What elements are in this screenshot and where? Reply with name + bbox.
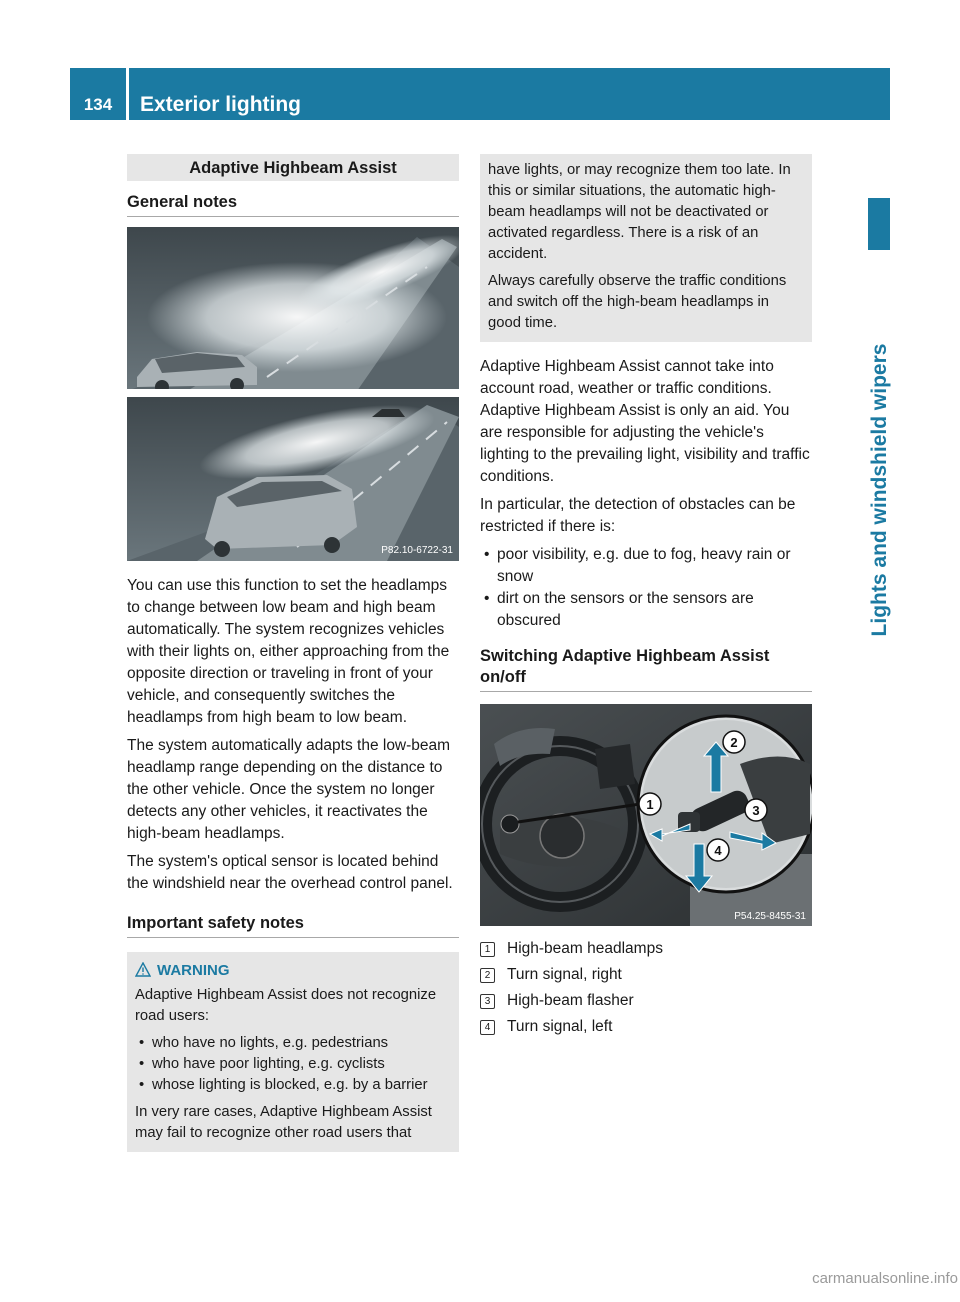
list-item: • poor visibility, e.g. due to fog, heavy rain or snow: [480, 544, 812, 588]
legend-label: Turn signal, right: [507, 966, 622, 983]
legend-label: High-beam flasher: [507, 992, 634, 1009]
legend-item: [480, 962, 812, 988]
section-banner: Adaptive Highbeam Assist: [127, 154, 459, 181]
legend-item: [480, 936, 812, 962]
page-number: 134: [83, 95, 113, 114]
warning-intro: Adaptive Highbeam Assist does not recognize road users:: [135, 987, 437, 1024]
legend-number: 1: [480, 942, 495, 957]
warning-outro: In very rare cases, Adaptive Highbeam Assist may fail to recognize other road users that: [135, 1104, 432, 1141]
highbeam-road-illustration: [127, 227, 459, 561]
paragraph: The system automatically adapts the low-beam headlamp range depending on the distance to the other vehicle. Once the system no longer detects any other vehicles, it reactivates the high-beam headlamps.: [127, 737, 451, 842]
safety-notes-heading: Important safety notes: [127, 913, 459, 938]
steering-wheel-stalk-illustration: [480, 704, 812, 926]
switching-heading: Switching Adaptive Highbeam Assist on/off: [480, 646, 812, 692]
header-separator: [126, 68, 129, 120]
paragraph: In particular, the detection of obstacles can be restricted if there is:: [480, 496, 796, 535]
section-title: Exterior lighting: [140, 93, 302, 116]
legend-number: 2: [480, 968, 495, 983]
warning-paragraph: Always carefully observe the traffic conditions and switch off the high-beam headlamps in good time.: [488, 273, 787, 331]
figure2-code: P54.25-8455-31: [734, 911, 806, 922]
warning-heading: [135, 960, 451, 981]
figure-legend: [480, 936, 812, 1040]
legend-item: [480, 988, 812, 1014]
paragraph: Adaptive Highbeam Assist cannot take into account road, weather or traffic conditions. Adaptive Highbeam Assist is only an aid. You are responsible for adjusting the vehicle's lighting to the prevailing light, visibility and traffic conditions.: [480, 358, 810, 485]
warning-bullets: [135, 1033, 451, 1096]
callout-2: 2: [730, 735, 738, 750]
legend-number: 4: [480, 1020, 495, 1035]
legend-number: 3: [480, 994, 495, 1009]
list-item: • who have poor lighting, e.g. cyclists: [135, 1054, 451, 1075]
callout-4: 4: [714, 843, 722, 858]
warning-triangle-icon: [135, 962, 151, 977]
warning-paragraph: have lights, or may recognize them too late. In this or similar situations, the automatic high-beam headlamps will not be deactivated or activated regardless. There is a risk of an accident.: [488, 162, 791, 262]
figure1-code: P82.10-6722-31: [381, 545, 453, 556]
list-item: • whose lighting is blocked, e.g. by a barrier: [135, 1075, 451, 1096]
general-notes-heading: General notes: [127, 192, 459, 217]
general-notes-body: [127, 575, 459, 895]
callout-3: 3: [752, 803, 760, 818]
warning-title: WARNING: [157, 962, 230, 979]
warning-box-continued: [480, 154, 812, 342]
right-column: [480, 154, 812, 1040]
legend-label: High-beam headlamps: [507, 940, 663, 957]
legend-label: Turn signal, left: [507, 1018, 613, 1035]
callout-1: 1: [646, 797, 654, 812]
list-item: • dirt on the sensors or the sensors are obscured: [480, 588, 812, 632]
left-column: [127, 154, 459, 1152]
legend-item: [480, 1014, 812, 1040]
limitation-bullets: [480, 544, 812, 632]
warning-box: [127, 952, 459, 1152]
sidebar-tab-marker: [868, 198, 890, 250]
list-item: • who have no lights, e.g. pedestrians: [135, 1033, 451, 1054]
paragraph: You can use this function to set the headlamps to change between low beam and high beam automatically. The system recognizes vehicles with their lights on, either approaching from the opposite direction or traveling in front of your vehicle, and consequently switches the headlamps from high beam to low beam.: [127, 577, 450, 726]
watermark: carmanualsonline.info: [812, 1270, 958, 1287]
sidebar-tab-label: Lights and windshield wipers: [868, 343, 891, 637]
limitations-body: [480, 356, 812, 632]
paragraph: The system's optical sensor is located behind the windshield near the overhead control panel.: [127, 853, 453, 892]
